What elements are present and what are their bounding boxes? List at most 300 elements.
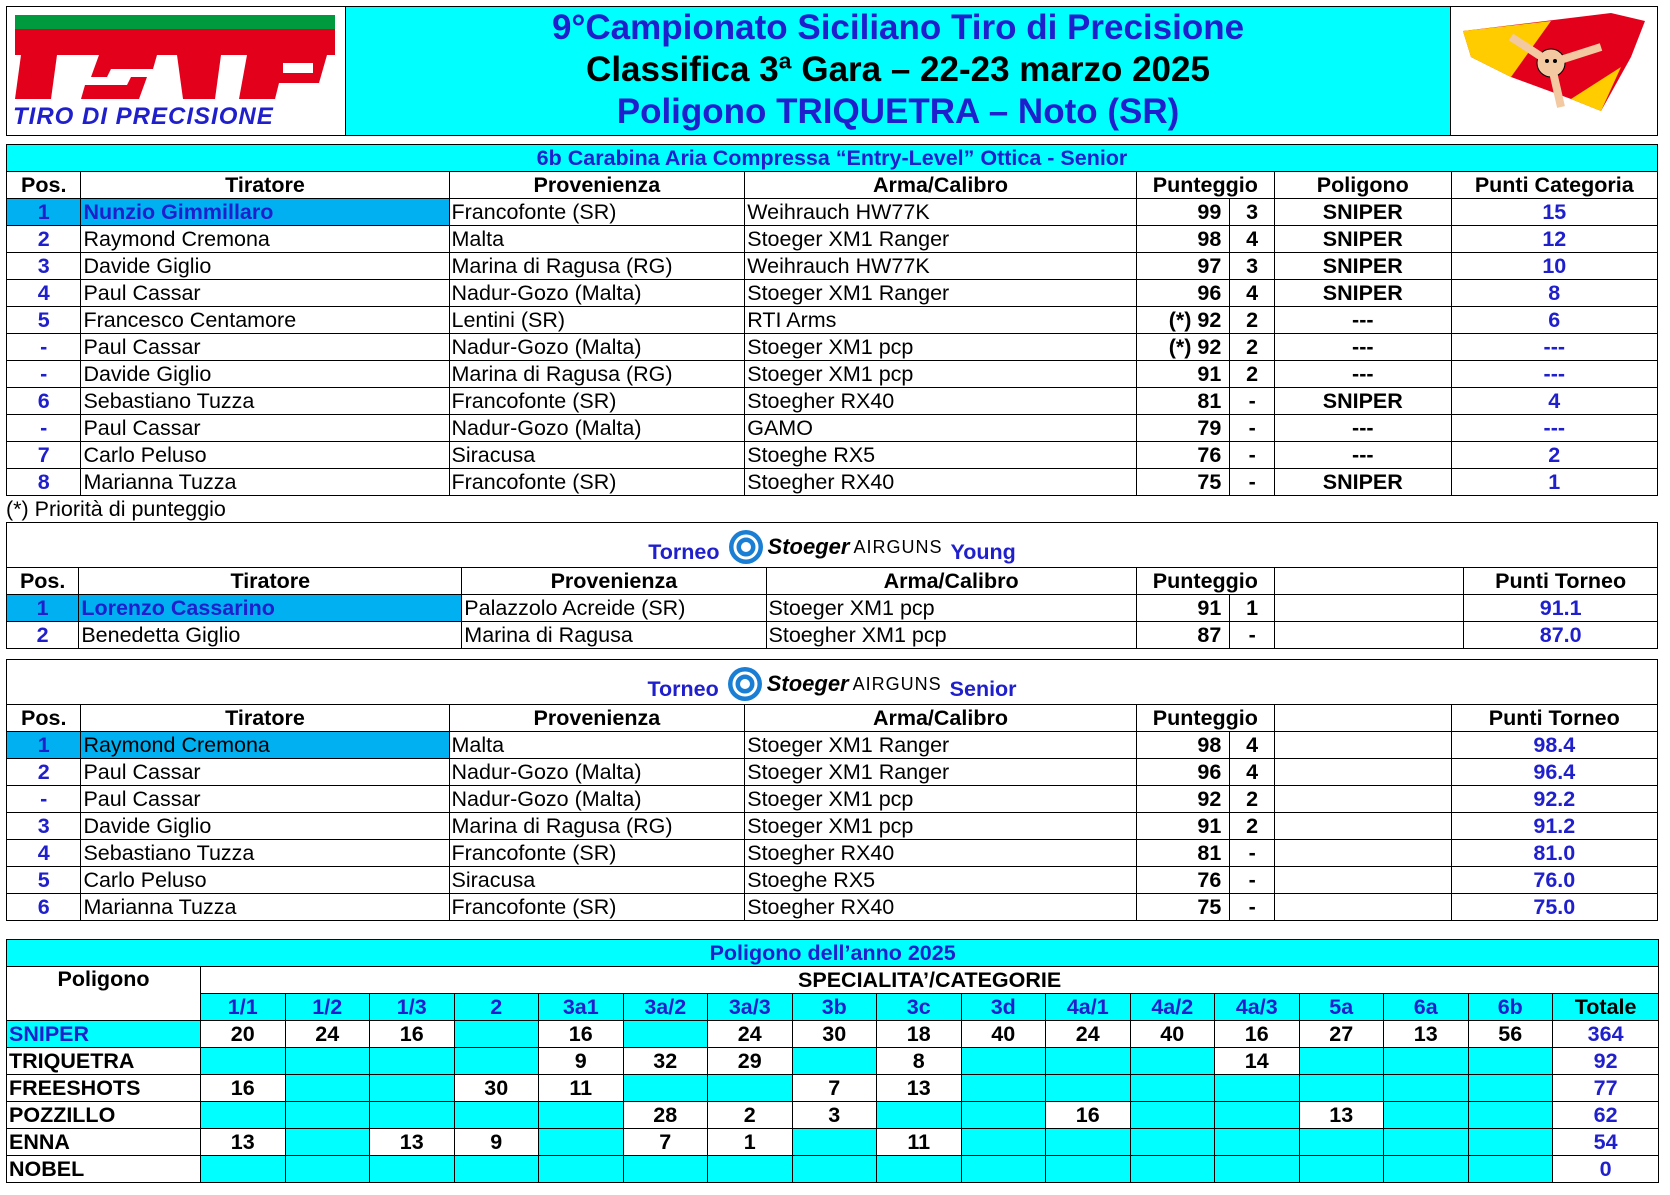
row-pos: 8 — [7, 469, 81, 496]
row-blank — [1275, 759, 1452, 786]
row-spec-value — [1215, 1075, 1300, 1102]
logo-subtitle: TIRO DI PRECISIONE — [13, 103, 274, 130]
torneo-label: Torneo — [648, 540, 720, 564]
row-points: 8 — [1451, 280, 1657, 307]
row-spec-value — [1468, 1102, 1553, 1129]
row-spec-value — [201, 1048, 286, 1075]
row-spec-value — [961, 1075, 1046, 1102]
row-spec-value — [1299, 1156, 1384, 1183]
priority-note: (*) Priorità di punteggio — [6, 497, 226, 521]
row-points: 1 — [1451, 469, 1657, 496]
row-x-count: 2 — [1230, 307, 1275, 334]
row-provenienza: Francofonte (SR) — [449, 388, 745, 415]
spec-col-5a: 5a — [1299, 994, 1384, 1021]
row-spec-value — [1130, 1075, 1215, 1102]
row-pos: 1 — [7, 595, 79, 622]
row-spec-value: 40 — [1130, 1021, 1215, 1048]
row-poligono: SNIPER — [1274, 226, 1451, 253]
young-label: Young — [950, 540, 1016, 564]
row-x-count: - — [1230, 894, 1275, 921]
col-poligono: Poligono — [7, 967, 201, 1021]
row-name: Marianna Tuzza — [81, 469, 449, 496]
row-points: 91.1 — [1464, 595, 1658, 622]
row-arma: Stoeger XM1 pcp — [745, 361, 1136, 388]
row-spec-value — [708, 1156, 793, 1183]
row-score: 91 — [1136, 595, 1230, 622]
col-provenienza: Provenienza — [462, 568, 766, 595]
row-provenienza: Nadur-Gozo (Malta) — [449, 786, 745, 813]
row-score: 87 — [1136, 622, 1230, 649]
row-spec-value: 9 — [454, 1129, 539, 1156]
title-line-2: Classifica 3ª Gara – 22-23 marzo 2025 — [586, 50, 1210, 89]
row-arma: RTI Arms — [745, 307, 1136, 334]
spec-col-3a-3: 3a/3 — [708, 994, 793, 1021]
row-spec-value — [1046, 1075, 1131, 1102]
row-pos: 5 — [7, 307, 81, 334]
poligono-table — [6, 939, 1659, 1183]
row-blank — [1275, 813, 1452, 840]
row-arma: Stoegher RX40 — [745, 840, 1136, 867]
row-spec-value: 30 — [792, 1021, 877, 1048]
row-spec-value — [1130, 1048, 1215, 1075]
row-score: 91 — [1136, 361, 1230, 388]
row-points: 4 — [1451, 388, 1657, 415]
category-row — [7, 253, 1658, 280]
row-spec-value: 14 — [1215, 1048, 1300, 1075]
row-blank — [1275, 622, 1464, 649]
row-points: 10 — [1451, 253, 1657, 280]
row-total: 77 — [1553, 1075, 1659, 1102]
sicily-flag — [1450, 7, 1657, 135]
category-row — [7, 442, 1658, 469]
row-provenienza: Francofonte (SR) — [449, 469, 745, 496]
row-spec-value: 24 — [1046, 1021, 1131, 1048]
row-spec-value — [285, 1075, 370, 1102]
row-arma: Stoeger XM1 Ranger — [745, 280, 1136, 307]
row-points: 12 — [1451, 226, 1657, 253]
row-spec-value — [539, 1102, 624, 1129]
poligono-row — [7, 1102, 1659, 1129]
row-spec-value — [792, 1048, 877, 1075]
row-spec-value: 16 — [1215, 1021, 1300, 1048]
row-score: (*) 92 — [1136, 307, 1230, 334]
row-spec-value — [285, 1048, 370, 1075]
row-x-count: 4 — [1230, 226, 1275, 253]
row-arma: Stoeghe RX5 — [745, 442, 1136, 469]
col-pos: Pos. — [7, 705, 81, 732]
senior-row — [7, 813, 1658, 840]
row-poligono: --- — [1274, 442, 1451, 469]
row-pos: 1 — [7, 732, 81, 759]
row-provenienza: Francofonte (SR) — [449, 199, 745, 226]
row-spec-value — [1468, 1156, 1553, 1183]
young-row — [7, 595, 1658, 622]
row-arma: Stoeger XM1 pcp — [745, 786, 1136, 813]
row-spec-value: 11 — [539, 1075, 624, 1102]
row-score: 92 — [1136, 786, 1230, 813]
row-score: 99 — [1136, 199, 1230, 226]
row-spec-value: 13 — [370, 1129, 455, 1156]
row-score: 98 — [1136, 226, 1230, 253]
row-provenienza: Nadur-Gozo (Malta) — [449, 415, 745, 442]
category-title: 6b Carabina Aria Compressa “Entry-Level” Ottica - Senior — [7, 145, 1658, 172]
row-spec-value — [877, 1156, 962, 1183]
row-x-count: - — [1230, 622, 1275, 649]
row-poligono-name: ENNA — [7, 1129, 201, 1156]
row-spec-value — [539, 1156, 624, 1183]
row-name: Davide Giglio — [81, 813, 449, 840]
row-pos: 2 — [7, 622, 79, 649]
row-spec-value: 13 — [877, 1075, 962, 1102]
row-spec-value: 7 — [792, 1075, 877, 1102]
row-poligono: SNIPER — [1274, 469, 1451, 496]
category-header-row — [7, 172, 1658, 199]
row-provenienza: Marina di Ragusa (RG) — [449, 813, 745, 840]
row-spec-value: 24 — [285, 1021, 370, 1048]
row-pos: 6 — [7, 388, 81, 415]
row-arma: Stoegher RX40 — [745, 388, 1136, 415]
row-arma: Stoeger XM1 pcp — [766, 595, 1136, 622]
row-pos: 5 — [7, 867, 81, 894]
row-arma: Stoeger XM1 pcp — [745, 813, 1136, 840]
row-provenienza: Marina di Ragusa (RG) — [449, 361, 745, 388]
row-pos: - — [7, 786, 81, 813]
row-score: 91 — [1136, 813, 1230, 840]
row-name: Carlo Peluso — [81, 442, 449, 469]
category-row — [7, 226, 1658, 253]
col-poligono: Poligono — [1274, 172, 1451, 199]
row-spec-value: 27 — [1299, 1021, 1384, 1048]
row-arma: Stoegher XM1 pcp — [766, 622, 1136, 649]
row-spec-value — [792, 1156, 877, 1183]
row-spec-value: 18 — [877, 1021, 962, 1048]
row-pos: 2 — [7, 226, 81, 253]
row-score: 81 — [1136, 388, 1230, 415]
row-spec-value — [1384, 1129, 1469, 1156]
spec-col-6b: 6b — [1468, 994, 1553, 1021]
row-arma: Stoeghe RX5 — [745, 867, 1136, 894]
row-poligono-name: FREESHOTS — [7, 1075, 201, 1102]
row-spec-value: 32 — [623, 1048, 708, 1075]
col-tiratore: Tiratore — [79, 568, 462, 595]
row-score: 96 — [1136, 759, 1230, 786]
poligono-row — [7, 1075, 1659, 1102]
spec-col-3a1: 3a1 — [539, 994, 624, 1021]
category-row — [7, 334, 1658, 361]
row-pos: 4 — [7, 280, 81, 307]
row-x-count: - — [1230, 867, 1275, 894]
category-row — [7, 307, 1658, 334]
row-spec-value: 11 — [877, 1129, 962, 1156]
spec-col-1-1: 1/1 — [201, 994, 286, 1021]
col-punteggio: Punteggio — [1136, 705, 1274, 732]
row-points: 81.0 — [1451, 840, 1657, 867]
row-points: --- — [1451, 415, 1657, 442]
col-provenienza: Provenienza — [449, 705, 745, 732]
col-tiratore: Tiratore — [81, 705, 449, 732]
row-name: Davide Giglio — [81, 253, 449, 280]
row-arma: GAMO — [745, 415, 1136, 442]
row-pos: 7 — [7, 442, 81, 469]
poligono-title: Poligono dell’anno 2025 — [7, 940, 1659, 967]
row-spec-value — [1215, 1102, 1300, 1129]
header-title — [346, 7, 1450, 135]
row-poligono: --- — [1274, 415, 1451, 442]
row-spec-value — [1468, 1129, 1553, 1156]
row-x-count: 2 — [1230, 361, 1275, 388]
row-spec-value — [877, 1102, 962, 1129]
row-x-count: 2 — [1230, 786, 1275, 813]
row-spec-value — [454, 1156, 539, 1183]
row-points: 2 — [1451, 442, 1657, 469]
row-spec-value — [454, 1048, 539, 1075]
row-score: 79 — [1136, 415, 1230, 442]
row-spec-value — [1384, 1156, 1469, 1183]
row-spec-value: 40 — [961, 1021, 1046, 1048]
row-points: --- — [1451, 361, 1657, 388]
row-arma: Stoeger XM1 Ranger — [745, 732, 1136, 759]
col-pos: Pos. — [7, 568, 79, 595]
category-row — [7, 388, 1658, 415]
row-total: 364 — [1553, 1021, 1659, 1048]
row-provenienza: Francofonte (SR) — [449, 894, 745, 921]
spec-col-1-2: 1/2 — [285, 994, 370, 1021]
torneo-young-banner — [6, 522, 1658, 567]
row-blank — [1275, 732, 1452, 759]
row-spec-value: 13 — [1299, 1102, 1384, 1129]
row-provenienza: Malta — [449, 732, 745, 759]
row-arma: Stoeger XM1 Ranger — [745, 226, 1136, 253]
senior-row — [7, 759, 1658, 786]
row-spec-value — [623, 1156, 708, 1183]
senior-row — [7, 786, 1658, 813]
row-arma: Stoegher RX40 — [745, 894, 1136, 921]
row-spec-value: 16 — [201, 1075, 286, 1102]
row-spec-value — [1130, 1156, 1215, 1183]
row-spec-value: 3 — [792, 1102, 877, 1129]
spec-col-6a: 6a — [1384, 994, 1469, 1021]
row-spec-value: 28 — [623, 1102, 708, 1129]
row-pos: 3 — [7, 813, 81, 840]
row-name: Carlo Peluso — [81, 867, 449, 894]
row-arma: Stoegher RX40 — [745, 469, 1136, 496]
row-spec-value — [285, 1156, 370, 1183]
row-arma: Weihrauch HW77K — [745, 199, 1136, 226]
row-spec-value: 7 — [623, 1129, 708, 1156]
header — [6, 6, 1658, 136]
senior-header-row — [7, 705, 1658, 732]
senior-label: Senior — [949, 677, 1017, 701]
row-pos: 2 — [7, 759, 81, 786]
row-pos: 6 — [7, 894, 81, 921]
col-punteggio: Punteggio — [1136, 172, 1274, 199]
row-points: 91.2 — [1451, 813, 1657, 840]
row-spec-value: 13 — [1384, 1021, 1469, 1048]
row-spec-value: 56 — [1468, 1021, 1553, 1048]
row-score: 96 — [1136, 280, 1230, 307]
row-spec-value — [961, 1048, 1046, 1075]
spec-col-3a-2: 3a/2 — [623, 994, 708, 1021]
poligono-row — [7, 1156, 1659, 1183]
row-spec-value — [1046, 1129, 1131, 1156]
row-points: 98.4 — [1451, 732, 1657, 759]
row-x-count: 3 — [1230, 199, 1275, 226]
row-blank — [1275, 595, 1464, 622]
row-poligono: SNIPER — [1274, 280, 1451, 307]
senior-table — [6, 704, 1658, 921]
row-pos: 1 — [7, 199, 81, 226]
row-spec-value: 9 — [539, 1048, 624, 1075]
young-table — [6, 567, 1658, 649]
row-x-count: - — [1230, 469, 1275, 496]
row-spec-value — [285, 1129, 370, 1156]
row-spec-value: 8 — [877, 1048, 962, 1075]
row-blank — [1275, 894, 1452, 921]
row-spec-value — [370, 1102, 455, 1129]
row-x-count: 1 — [1230, 595, 1275, 622]
row-points: 75.0 — [1451, 894, 1657, 921]
row-spec-value — [623, 1021, 708, 1048]
row-poligono: --- — [1274, 361, 1451, 388]
row-total: 54 — [1553, 1129, 1659, 1156]
row-name: Davide Giglio — [81, 361, 449, 388]
row-score: (*) 92 — [1136, 334, 1230, 361]
spec-col-3b: 3b — [792, 994, 877, 1021]
stoeger-icon — [728, 529, 764, 565]
row-arma: Stoeger XM1 pcp — [745, 334, 1136, 361]
row-spec-value — [961, 1102, 1046, 1129]
row-poligono: --- — [1274, 334, 1451, 361]
spec-col-3c: 3c — [877, 994, 962, 1021]
row-x-count: 2 — [1230, 334, 1275, 361]
row-spec-value — [201, 1102, 286, 1129]
row-poligono: SNIPER — [1274, 199, 1451, 226]
category-row — [7, 199, 1658, 226]
row-score: 98 — [1136, 732, 1230, 759]
row-spec-value — [539, 1129, 624, 1156]
row-spec-value — [623, 1075, 708, 1102]
row-name: Marianna Tuzza — [81, 894, 449, 921]
row-provenienza: Palazzolo Acreide (SR) — [462, 595, 766, 622]
row-spec-value — [1384, 1048, 1469, 1075]
torneo-senior-banner — [6, 659, 1658, 704]
poligono-row — [7, 1048, 1659, 1075]
row-spec-value — [1130, 1102, 1215, 1129]
col-pos: Pos. — [7, 172, 81, 199]
row-x-count: 4 — [1230, 759, 1275, 786]
row-spec-value: 16 — [1046, 1102, 1131, 1129]
torneo-label: Torneo — [647, 677, 719, 701]
row-spec-value — [1384, 1075, 1469, 1102]
spec-col-1-3: 1/3 — [370, 994, 455, 1021]
trinacria-icon — [1451, 7, 1657, 133]
row-poligono: SNIPER — [1274, 388, 1451, 415]
poligono-columns-row — [7, 994, 1659, 1021]
row-x-count: 3 — [1230, 253, 1275, 280]
row-spec-value — [454, 1021, 539, 1048]
row-provenienza: Siracusa — [449, 442, 745, 469]
col-punti-torneo: Punti Torneo — [1464, 568, 1658, 595]
row-x-count: 2 — [1230, 813, 1275, 840]
spec-col-4a-3: 4a/3 — [1215, 994, 1300, 1021]
row-spec-value: 16 — [370, 1021, 455, 1048]
row-name: Paul Cassar — [81, 280, 449, 307]
row-spec-value — [708, 1075, 793, 1102]
col-blank — [1275, 705, 1452, 732]
row-name: Paul Cassar — [81, 759, 449, 786]
row-score: 97 — [1136, 253, 1230, 280]
row-x-count: - — [1230, 415, 1275, 442]
col-provenienza: Provenienza — [449, 172, 745, 199]
category-table — [6, 144, 1658, 496]
title-line-1: 9°Campionato Siciliano Tiro di Precisione — [551, 8, 1245, 47]
stoeger-icon — [727, 666, 763, 702]
col-arma: Arma/Calibro — [745, 705, 1136, 732]
stoeger-brand: Stoeger — [766, 671, 849, 696]
spec-col-4a-2: 4a/2 — [1130, 994, 1215, 1021]
category-row — [7, 280, 1658, 307]
category-row — [7, 361, 1658, 388]
row-poligono: --- — [1274, 307, 1451, 334]
row-name: Francesco Centamore — [81, 307, 449, 334]
row-spec-value — [1046, 1156, 1131, 1183]
row-blank — [1275, 786, 1452, 813]
row-name: Paul Cassar — [81, 786, 449, 813]
row-spec-value — [285, 1102, 370, 1129]
row-points: 87.0 — [1464, 622, 1658, 649]
row-spec-value — [1299, 1075, 1384, 1102]
row-points: 6 — [1451, 307, 1657, 334]
stoeger-brand: Stoeger — [767, 534, 850, 559]
row-spec-value: 16 — [539, 1021, 624, 1048]
title-line-3: Poligono TRIQUETRA – Noto (SR) — [616, 92, 1180, 131]
col-blank — [1275, 568, 1464, 595]
row-score: 75 — [1136, 894, 1230, 921]
row-pos: 3 — [7, 253, 81, 280]
col-punti-categoria: Punti Categoria — [1451, 172, 1657, 199]
row-spec-value — [1468, 1048, 1553, 1075]
row-score: 75 — [1136, 469, 1230, 496]
row-points: 15 — [1451, 199, 1657, 226]
fstp-logo — [7, 7, 346, 135]
row-provenienza: Lentini (SR) — [449, 307, 745, 334]
row-provenienza: Nadur-Gozo (Malta) — [449, 280, 745, 307]
row-total: 92 — [1553, 1048, 1659, 1075]
row-name: Nunzio Gimmillaro — [81, 199, 449, 226]
senior-row — [7, 894, 1658, 921]
row-blank — [1275, 840, 1452, 867]
row-score: 81 — [1136, 840, 1230, 867]
row-score: 76 — [1136, 442, 1230, 469]
row-spec-value — [1130, 1129, 1215, 1156]
row-spec-value — [1215, 1129, 1300, 1156]
row-pos: - — [7, 334, 81, 361]
row-provenienza: Malta — [449, 226, 745, 253]
row-points: 96.4 — [1451, 759, 1657, 786]
row-spec-value: 29 — [708, 1048, 793, 1075]
col-tiratore: Tiratore — [81, 172, 449, 199]
row-x-count: - — [1230, 442, 1275, 469]
row-name: Raymond Cremona — [81, 732, 449, 759]
poligono-row — [7, 1129, 1659, 1156]
row-arma: Weihrauch HW77K — [745, 253, 1136, 280]
col-punteggio: Punteggio — [1136, 568, 1274, 595]
row-spec-value — [792, 1129, 877, 1156]
row-pos: - — [7, 361, 81, 388]
row-provenienza: Siracusa — [449, 867, 745, 894]
category-row — [7, 469, 1658, 496]
row-name: Benedetta Giglio — [79, 622, 462, 649]
